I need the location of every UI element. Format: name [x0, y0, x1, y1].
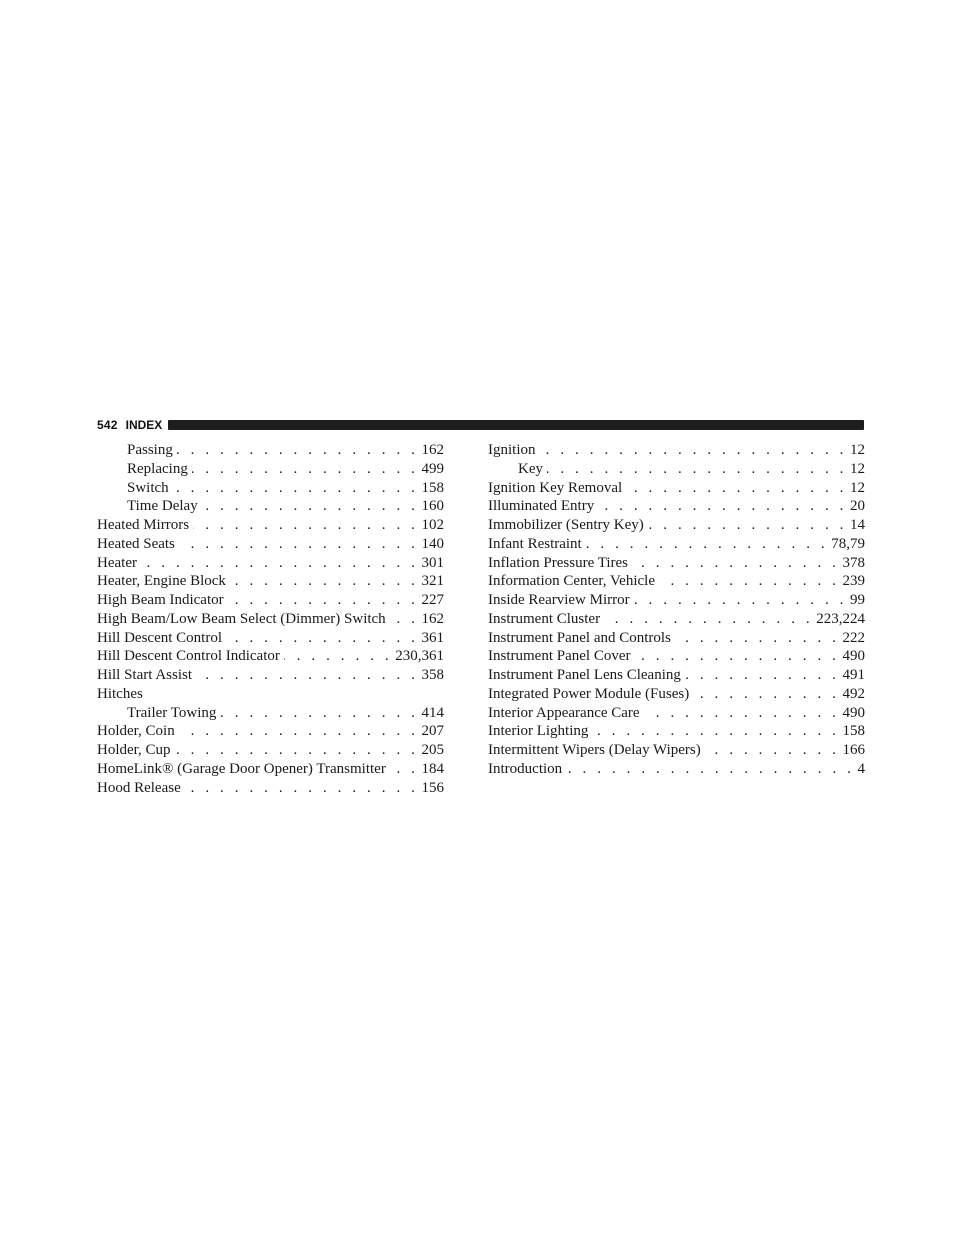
page-reference: 78,79: [831, 535, 865, 552]
index-term: Heater: [97, 554, 137, 571]
page-reference: 166: [842, 742, 865, 758]
index-entry: [97, 591, 444, 610]
index-entry: [97, 685, 444, 704]
index-term: Illuminated Entry: [488, 498, 595, 515]
page-reference: 4: [857, 760, 865, 777]
page-reference: 378: [842, 554, 865, 571]
index-entry: [97, 535, 444, 554]
index-entry: [97, 779, 444, 798]
index-entry: [488, 629, 865, 648]
index-subentry: [97, 441, 444, 460]
index-term: Intermittent Wipers (Delay Wipers): [488, 742, 701, 758]
index-term: Hill Descent Control: [97, 629, 222, 646]
index-term: High Beam Indicator: [97, 592, 224, 608]
dot-leader: [173, 479, 419, 498]
index-entry: [488, 741, 865, 760]
index-column-left: [97, 441, 444, 797]
dot-leader: [193, 516, 418, 535]
page-reference: 301: [421, 554, 444, 571]
dot-leader: [175, 741, 419, 760]
page-reference: 358: [421, 667, 444, 683]
index-term: Trailer Towing: [127, 704, 217, 721]
index-subentry: [97, 460, 444, 479]
index-term: Integrated Power Module (Fuses): [488, 685, 690, 702]
index-entry: [488, 610, 865, 629]
dot-leader: [634, 591, 847, 610]
page-reference: 99: [850, 592, 865, 608]
index-subentry: [97, 497, 444, 516]
dot-leader: [230, 572, 419, 591]
index-term: HomeLink® (Garage Door Opener) Transmitter: [97, 760, 386, 777]
page-reference: 12: [850, 442, 865, 458]
dot-leader: [685, 666, 840, 685]
index-term: Immobilizer (Sentry Key): [488, 517, 644, 533]
index-term: Key: [518, 460, 543, 477]
dot-leader: [202, 497, 419, 516]
index-entry: [488, 591, 865, 610]
index-entry: [488, 479, 865, 498]
page-reference: 205: [421, 742, 444, 758]
index-subentry: [97, 479, 444, 498]
page-reference: 12: [850, 479, 865, 496]
dot-leader: [228, 591, 419, 610]
index-term: Time Delay: [127, 498, 198, 515]
index-entry: [488, 722, 865, 741]
index-entry: [488, 685, 865, 704]
dot-leader: [566, 760, 854, 779]
index-entry: [97, 554, 444, 573]
index-entry: [97, 760, 444, 779]
dot-leader: [634, 647, 839, 666]
page-reference: 158: [842, 723, 865, 740]
dot-leader: [586, 535, 829, 554]
page-reference: 230,361: [395, 648, 444, 665]
page-reference: 223,224: [816, 610, 865, 627]
index-entry: [97, 666, 444, 685]
index-term: Heated Mirrors: [97, 517, 190, 533]
index-term: Replacing: [127, 460, 188, 477]
index-term: Hill Start Assist: [97, 667, 193, 683]
dot-leader: [390, 760, 419, 779]
dot-leader: [196, 666, 418, 685]
dot-leader: [705, 741, 840, 760]
dot-leader: [192, 460, 419, 479]
section-title: INDEX: [125, 418, 163, 432]
dot-leader: [693, 685, 839, 704]
index-term: Ignition: [488, 442, 536, 458]
index-term: Infant Restraint: [488, 535, 582, 552]
dot-leader: [390, 610, 419, 629]
index-term: Instrument Panel Lens Cleaning: [488, 667, 681, 683]
dot-leader: [648, 516, 847, 535]
dot-leader: [592, 722, 839, 741]
index-term: Information Center, Vehicle: [488, 573, 655, 590]
index-entry: [488, 666, 865, 685]
dot-leader: [644, 704, 840, 723]
page-reference: 361: [421, 629, 444, 646]
index-subentry: [97, 704, 444, 723]
index-term: High Beam/Low Beam Select (Dimmer) Switch: [97, 610, 386, 627]
dot-leader: [626, 479, 847, 498]
dot-leader: [540, 441, 848, 460]
index-entry: [97, 610, 444, 629]
index-entry: [488, 497, 865, 516]
index-entry: [488, 554, 865, 573]
dot-leader: [598, 497, 847, 516]
index-entry: [97, 722, 444, 741]
index-entry: [97, 572, 444, 591]
index-column-right: [488, 441, 865, 779]
page-reference: 160: [421, 498, 444, 515]
page-number: 542: [97, 418, 118, 432]
header-rule: [168, 420, 864, 430]
index-subentry: [488, 460, 865, 479]
index-term: Interior Lighting: [488, 723, 589, 740]
index-entry: [488, 516, 865, 535]
page-reference: 184: [421, 760, 444, 777]
index-entry: [97, 741, 444, 760]
page-reference: 158: [421, 479, 444, 496]
index-term: Holder, Cup: [97, 742, 171, 758]
page-reference: 321: [421, 573, 444, 590]
index-entry: [488, 647, 865, 666]
page-reference: 490: [842, 648, 865, 665]
page-header: [97, 416, 864, 434]
page-reference: 239: [842, 573, 865, 590]
page-reference: 12: [850, 460, 865, 477]
dot-leader: [179, 722, 419, 741]
dot-leader: [675, 629, 840, 648]
page-reference: 162: [421, 610, 444, 627]
page-reference: 14: [850, 517, 865, 533]
page-reference: 414: [421, 704, 444, 721]
index-term: Heated Seats: [97, 535, 175, 552]
index-term: Holder, Coin: [97, 723, 175, 740]
page-reference: 222: [842, 629, 865, 646]
index-term: Hood Release: [97, 779, 181, 796]
dot-leader: [179, 535, 419, 554]
index-entry: [97, 516, 444, 535]
page-reference: 102: [421, 517, 444, 533]
index-term: Hitches: [97, 685, 143, 702]
dot-leader: [632, 554, 840, 573]
page-reference: 156: [421, 779, 444, 796]
index-entry: [488, 572, 865, 591]
index-term: Ignition Key Removal: [488, 479, 623, 496]
page-reference: 492: [842, 685, 865, 702]
page-reference: 227: [421, 592, 444, 608]
page-reference: 490: [842, 704, 865, 721]
page-reference: 162: [421, 442, 444, 458]
dot-leader: [547, 460, 847, 479]
dot-leader: [659, 572, 840, 591]
index-entry: [97, 629, 444, 648]
page-reference: 499: [421, 460, 444, 477]
index-term: Passing: [127, 442, 173, 458]
dot-leader: [220, 704, 418, 723]
index-entry: [488, 760, 865, 779]
index-entry: [488, 704, 865, 723]
index-term: Introduction: [488, 760, 563, 777]
index-term: Instrument Panel and Controls: [488, 629, 671, 646]
index-term: Switch: [127, 479, 169, 496]
page-reference: 491: [842, 667, 865, 683]
index-term: Instrument Panel Cover: [488, 648, 631, 665]
index-entry: [488, 441, 865, 460]
dot-leader: [185, 779, 419, 798]
index-entry: [488, 535, 865, 554]
page-reference: 140: [421, 535, 444, 552]
dot-leader: [604, 610, 813, 629]
index-term: Interior Appearance Care: [488, 704, 640, 721]
index-term: Inside Rearview Mirror: [488, 592, 630, 608]
index-entry: [97, 647, 444, 666]
index-term: Inflation Pressure Tires: [488, 554, 628, 571]
dot-leader: [177, 441, 419, 460]
index-term: Instrument Cluster: [488, 610, 601, 627]
page-reference: 207: [421, 723, 444, 740]
dot-leader: [284, 647, 392, 666]
index-term: Heater, Engine Block: [97, 573, 226, 590]
dot-leader: [226, 629, 419, 648]
dot-leader: [141, 554, 419, 573]
page-reference: 20: [850, 498, 865, 515]
index-term: Hill Descent Control Indicator: [97, 648, 280, 665]
